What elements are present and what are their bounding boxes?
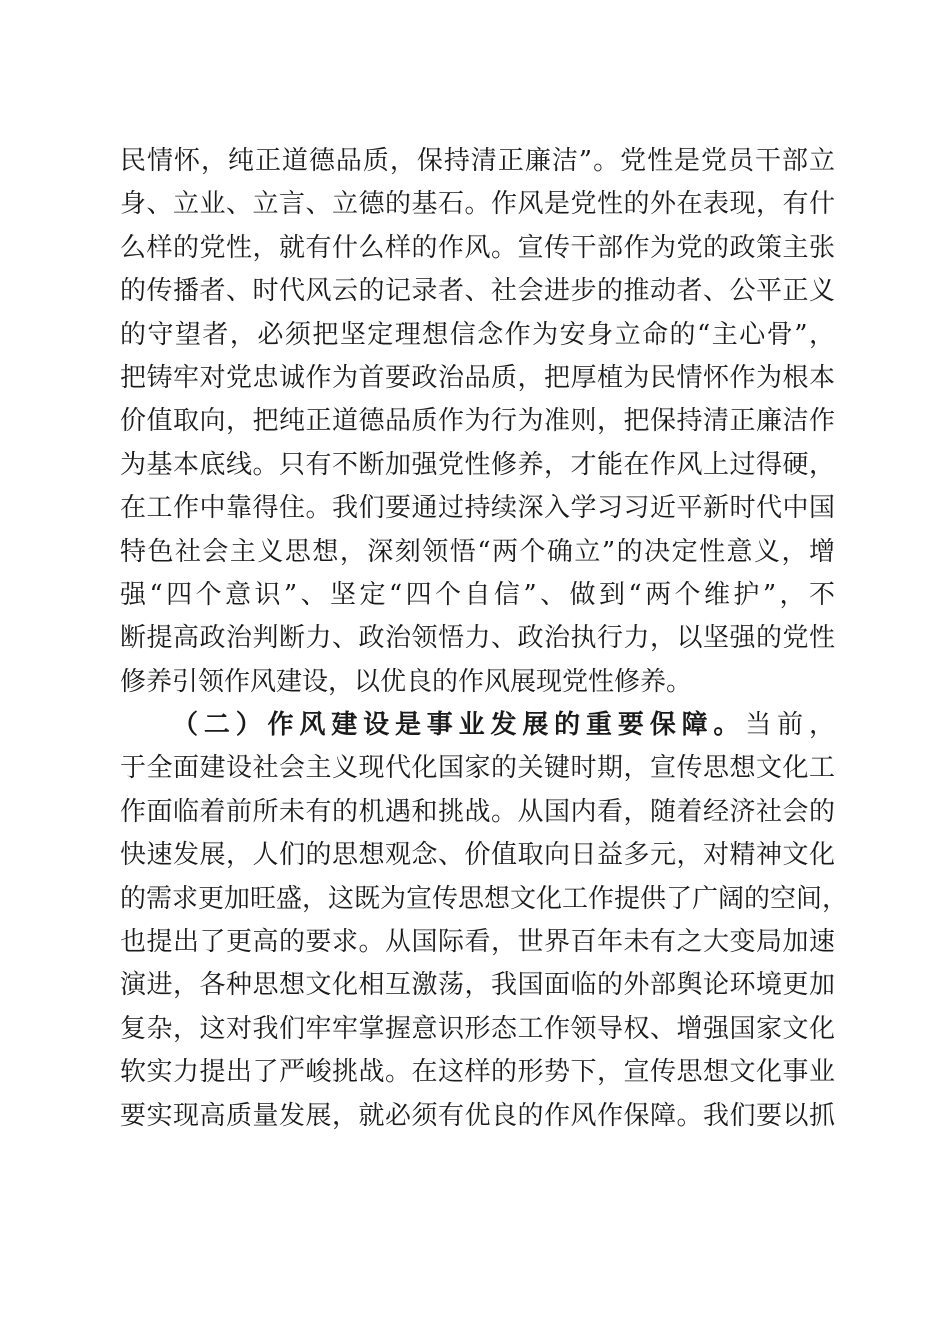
- text-line: 把铸牢对党忠诚作为首要政治品质，把厚植为民情怀作为根本: [120, 362, 835, 393]
- text-line: 快速发展，人们的思想观念、价值取向日益多元，对精神文化: [120, 840, 835, 871]
- text-line: 价值取向，把纯正道德品质作为行为准则，把保持清正廉洁作: [120, 406, 835, 437]
- text-line: 的需求更加旺盛，这既为宣传思想文化工作提供了广阔的空间，: [120, 883, 849, 914]
- text-line: 断提高政治判断力、政治领悟力、政治执行力，以坚强的党性: [120, 623, 835, 654]
- text-line: 特色社会主义思想，深刻领悟“两个确立”的决定性意义，增: [120, 536, 835, 567]
- text-line: 于全面建设社会主义现代化国家的关键时期，宣传思想文化工: [120, 753, 835, 784]
- paragraph-work-style-guarantee: [120, 704, 849, 1138]
- text-line: 演进，各种思想文化相互激荡，我国面临的外部舆论环境更加: [120, 970, 835, 1001]
- text-line: 民情怀，纯正道德品质，保持清正廉洁”。党性是党员干部立: [120, 146, 835, 176]
- text-line: 为基本底线。只有不断加强党性修养，才能在作风上过得硬，: [120, 449, 835, 480]
- text-line: 也提出了更高的要求。从国际看，世界百年未有之大变局加速: [120, 927, 835, 958]
- text-line: 修养引领作风建设，以优良的作风展现党性修养。: [120, 666, 693, 697]
- paragraph-party-spirit: [120, 140, 835, 704]
- text-line: 的守望者，必须把坚定理想信念作为安身立命的“主心骨”，: [120, 319, 835, 350]
- text-line: 作面临着前所未有的机遇和挑战。从国内看，随着经济社会的: [120, 796, 835, 827]
- text-line: 要实现高质量发展，就必须有优良的作风作保障。我们要以抓: [120, 1100, 835, 1131]
- text-line: 复杂，这对我们牢牢掌握意识形态工作领导权、增强国家文化: [120, 1013, 835, 1044]
- section-heading: （二）作风建设是事业发展的重要保障。: [172, 710, 746, 741]
- text-line: 身、立业、立言、立德的基石。作风是党性的外在表现，有什: [120, 189, 835, 220]
- text-line: 强“四个意识”、坚定“四个自信”、做到“两个维护”，不: [120, 579, 835, 610]
- heading-trailing-text: 当前，: [745, 710, 835, 741]
- text-line: [120, 704, 835, 747]
- body-text: [120, 140, 849, 1138]
- text-line: 软实力提出了严峻挑战。在这样的形势下，宣传思想文化事业: [120, 1057, 835, 1088]
- text-line: 的传播者、时代风云的记录者、社会进步的推动者、公平正义: [120, 276, 835, 307]
- text-line: 在工作中靠得住。我们要通过持续深入学习习近平新时代中国: [120, 493, 835, 524]
- text-line: 么样的党性，就有什么样的作风。宣传干部作为党的政策主张: [120, 232, 835, 263]
